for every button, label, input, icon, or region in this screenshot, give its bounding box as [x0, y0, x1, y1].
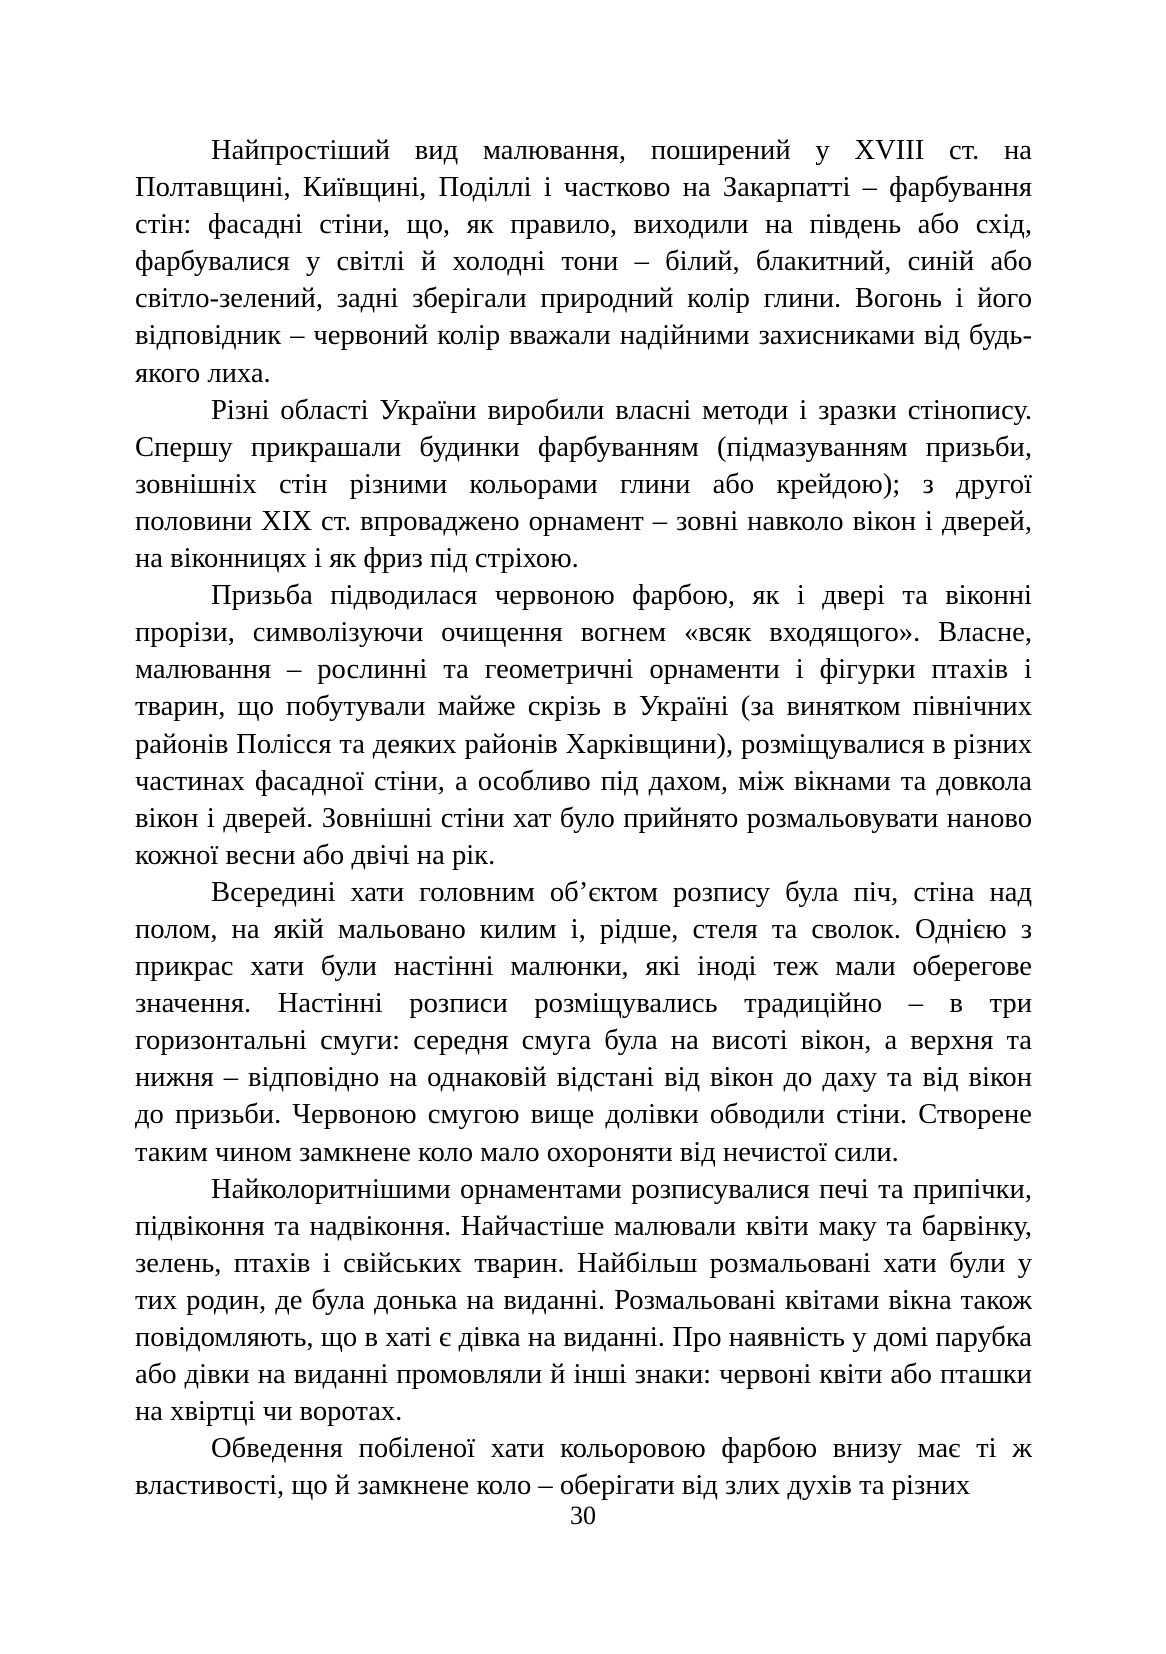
page-number: 30	[570, 1501, 596, 1530]
paragraph-4: Всередині хати головним об’єктом розпису була піч, стіна над полом, на якій мальовано килим і, рідше, стеля та сволок. Однією з прикрас хати були настінні малюнки, які іноді теж мали оберегове значення. Настінні розписи розміщувались традиційно – в три горизонтальні смуги: середня смуга була на висоті вікон, а верхня та нижня – відповідно на однаковій відстані від вікон до даху та від вікон до призьби. Червоною смугою вище долівки обводили стіни. Створене таким чином замкнене коло мало охороняти від нечистої сили.	[135, 876, 1032, 1168]
paragraph-2: Різні області України виробили власні методи і зразки стінопису. Спершу прикрашали будинки фарбуванням (підмазуванням призьби, зовнішніх стін різними кольорами глини або крейдою); з другої половини XIX ст. впроваджено орнамент – зовні навколо вікон і дверей, на віконницях і як фриз під стріхою.	[135, 394, 1032, 575]
paragraph-6: Обведення побіленої хати кольоровою фарбою внизу має ті ж властивості, що й замкнене коло – оберігати від злих духів та різних	[135, 1433, 1032, 1502]
paragraph-1: Найпростіший вид малювання, поширений у XVIII ст. на Полтавщині, Київщині, Поділлі і частково на Закарпатті – фарбування стін: фасадні стіни, що, як правило, виходили на південь або схід, фарбувалися у світлі й холодні тони – білий, блакитний, синій або світло-зелений, задні зберігали природний колір глини. Вогонь і його відповідник – червоний колір вважали надійними захисниками від будь-якого лиха.	[135, 135, 1032, 389]
paragraph-3: Призьба підводилася червоною фарбою, як і двері та віконні прорізи, символізуючи очищення вогнем «всяк входящого». Власне, малювання – рослинні та геометричні орнаменти і фігурки птахів і тварин, що побутували майже скрізь в Україні (за винятком північних районів Полісся та деяких районів Харківщини), розміщувалися в різних частинах фасадної стіни, а особливо під дахом, між вікнами та довкола вікон і дверей. Зовнішні стіни хат було прийнято розмальовувати наново кожної весни або двічі на рік.	[135, 580, 1032, 871]
paragraph-5: Найколоритнішими орнаментами розписувалися печі та припічки, підвіконня та надвіконня. Найчастіше малювали квіти маку та барвінку, зелень, птахів і свійських тварин. Найбільш розмальовані хати були у тих родин, де була донька на виданні. Розмальовані квітами вікна також повідомляють, що в хаті є дівка на виданні. Про наявність у домі парубка або дівки на виданні промовляли й інші знаки: червоні квіти або пташки на хвіртці чи воротах.	[135, 1173, 1032, 1428]
body-text	[135, 132, 1032, 1504]
